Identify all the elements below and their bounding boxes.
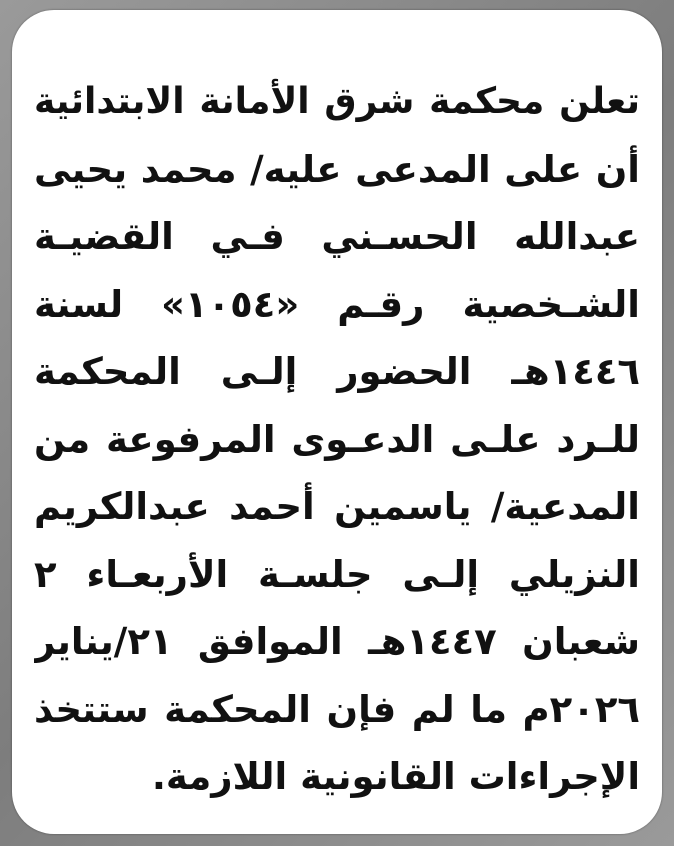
court-notice-text — [34, 68, 640, 811]
notice-line-2: أن على المدعى عليه/ محمد يحيى — [34, 147, 640, 191]
notice-line-11: الإجراءات القانونية اللازمة. — [151, 755, 640, 798]
notice-line-7: المدعية/ ياسمين أحمد عبدالكريم — [34, 485, 640, 528]
notice-line-6: للـرد علـى الدعـوى المرفوعة من — [34, 417, 640, 461]
notice-line-8: النزيلي إلـى جلسـة الأربعـاء ٢ — [34, 552, 640, 596]
notice-line-3: عبدالله الحسـني فـي القضيـة — [34, 215, 640, 258]
notice-line-1: تعلن محكمة شرق الأمانة الابتدائية — [34, 81, 640, 122]
court-notice-card — [12, 10, 662, 834]
notice-line-10: ٢٠٢٦م ما لم فإن المحكمة ستتخذ — [34, 687, 640, 731]
notice-line-4: الشـخصية رقـم «١٠٥٤» لسنة — [34, 282, 640, 326]
notice-line-9: شعبان ١٤٤٧هـ الموافق ٢١/يناير — [34, 620, 640, 663]
notice-line-5: ١٤٤٦هـ الحضور إلـى المحكمة — [34, 350, 640, 393]
